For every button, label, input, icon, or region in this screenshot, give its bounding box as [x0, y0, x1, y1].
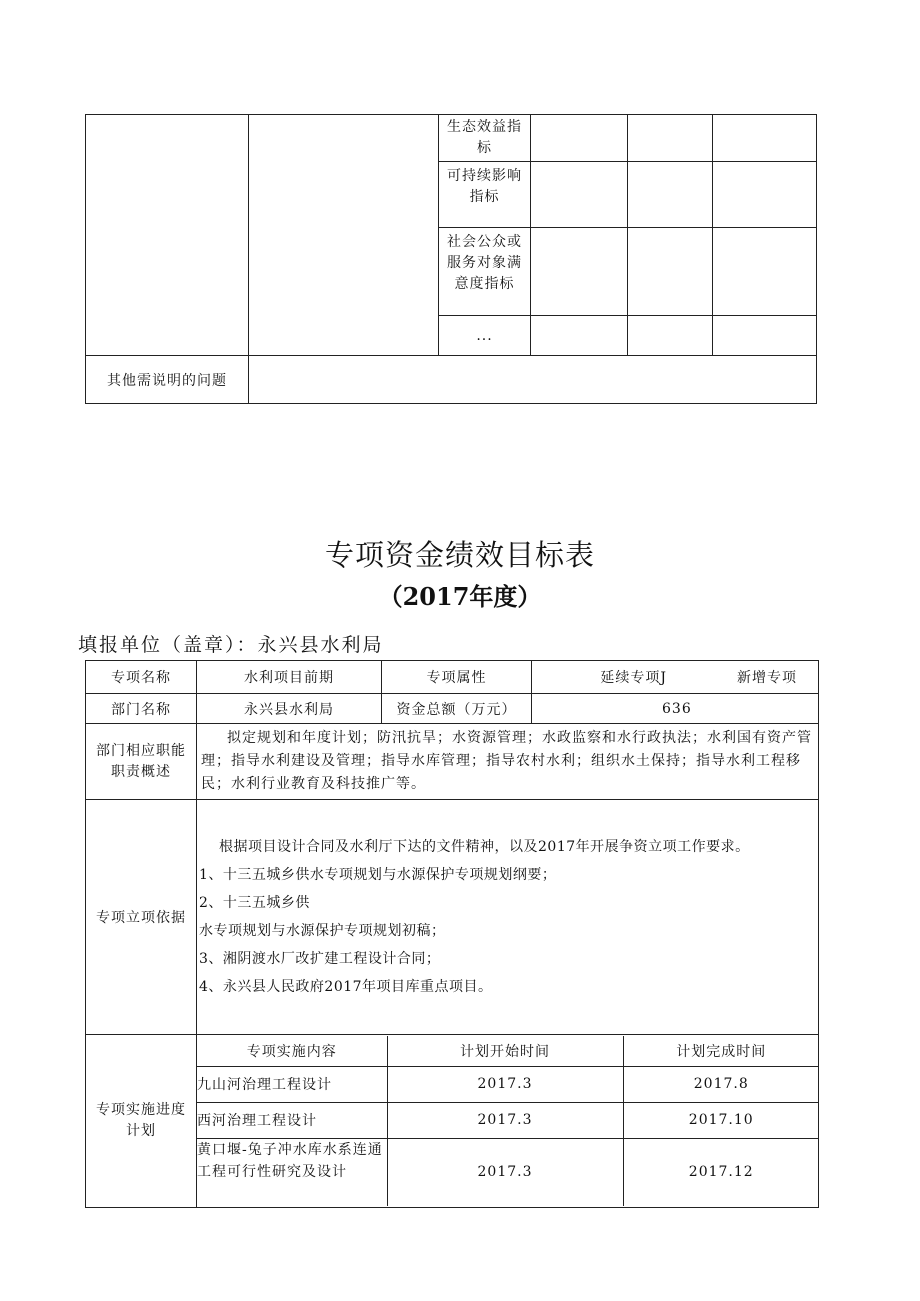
dept-value: 永兴县水利局 [197, 694, 382, 724]
basis-line: 3、湘阴渡水厂改扩建工程设计合同； [199, 951, 441, 967]
basis-line: 水专项规划与水源保护专项规划初稿； [199, 923, 446, 939]
basis-line: 2、十三五城乡供 [199, 895, 310, 911]
reporting-unit: 填报单位（盖章）：永兴县水利局 [78, 634, 384, 656]
schedule-content: 黄口堰-兔子冲水库水系连通工程可行性研究及设计 [197, 1138, 387, 1206]
other-issues-label: 其他需说明的问题 [86, 356, 249, 404]
indicator-satisfaction: 社会公众或服务对象满意度指标 [439, 228, 531, 316]
page-title: 专项资金绩效目标表 [324, 538, 595, 572]
indicator-sustainable: 可持续影响指标 [439, 162, 531, 228]
schedule-content: 九山河治理工程设计 [197, 1066, 387, 1102]
schedule-header-end: 计划完成时间 [623, 1036, 819, 1066]
schedule-content: 西河治理工程设计 [197, 1102, 387, 1138]
attribute-continued: 延续专项J [600, 670, 667, 686]
fund-value: 636 [532, 694, 819, 724]
schedule-header-start: 计划开始时间 [387, 1036, 623, 1066]
schedule-label: 专项实施进度计划 [86, 1035, 197, 1208]
schedule-cell [197, 1035, 819, 1208]
schedule-start: 2017.3 [387, 1102, 623, 1138]
other-issues-value [249, 356, 817, 404]
basis-text [197, 800, 819, 1035]
basis-line: 根据项目设计合同及水利厅下达的文件精神，以及2017年开展争资立项工作要求。 [219, 839, 750, 855]
schedule-end: 2017.12 [623, 1138, 819, 1206]
indicator-table [85, 114, 817, 404]
fund-label: 资金总额（万元） [382, 694, 532, 724]
basis-line: 4、永兴县人民政府2017年项目库重点项目。 [199, 979, 493, 995]
schedule-end: 2017.8 [623, 1066, 819, 1102]
schedule-start: 2017.3 [387, 1138, 623, 1206]
schedule-end: 2017.10 [623, 1102, 819, 1138]
attribute-value [532, 661, 819, 694]
schedule-header-content: 专项实施内容 [197, 1036, 387, 1066]
schedule-start: 2017.3 [387, 1066, 623, 1102]
blank-cell [86, 115, 249, 356]
page-subtitle: （2017年度） [378, 582, 542, 611]
blank-cell [249, 115, 439, 356]
project-name-label: 专项名称 [86, 661, 197, 694]
attribute-label: 专项属性 [382, 661, 532, 694]
project-name-value: 水利项目前期 [197, 661, 382, 694]
schedule-table [197, 1036, 819, 1206]
duty-label: 部门相应职能职责概述 [86, 724, 197, 800]
duty-text: 拟定规划和年度计划；防汛抗旱；水资源管理；水政监察和水行政执法；水利国有资产管理；指导水利建设及管理；指导水库管理；指导农村水利；组织水土保持；指导水利工程移民；水利行业教育及科技推广等。 [197, 724, 819, 800]
basis-label: 专项立项依据 [86, 800, 197, 1035]
attribute-new: 新增专项 [737, 670, 797, 686]
indicator-more: ... [439, 316, 531, 356]
basis-line: 1、十三五城乡供水专项规划与水源保护专项规划纲要； [199, 867, 557, 883]
dept-label: 部门名称 [86, 694, 197, 724]
performance-target-table [85, 660, 819, 1208]
indicator-ecological: 生态效益指标 [439, 115, 531, 162]
